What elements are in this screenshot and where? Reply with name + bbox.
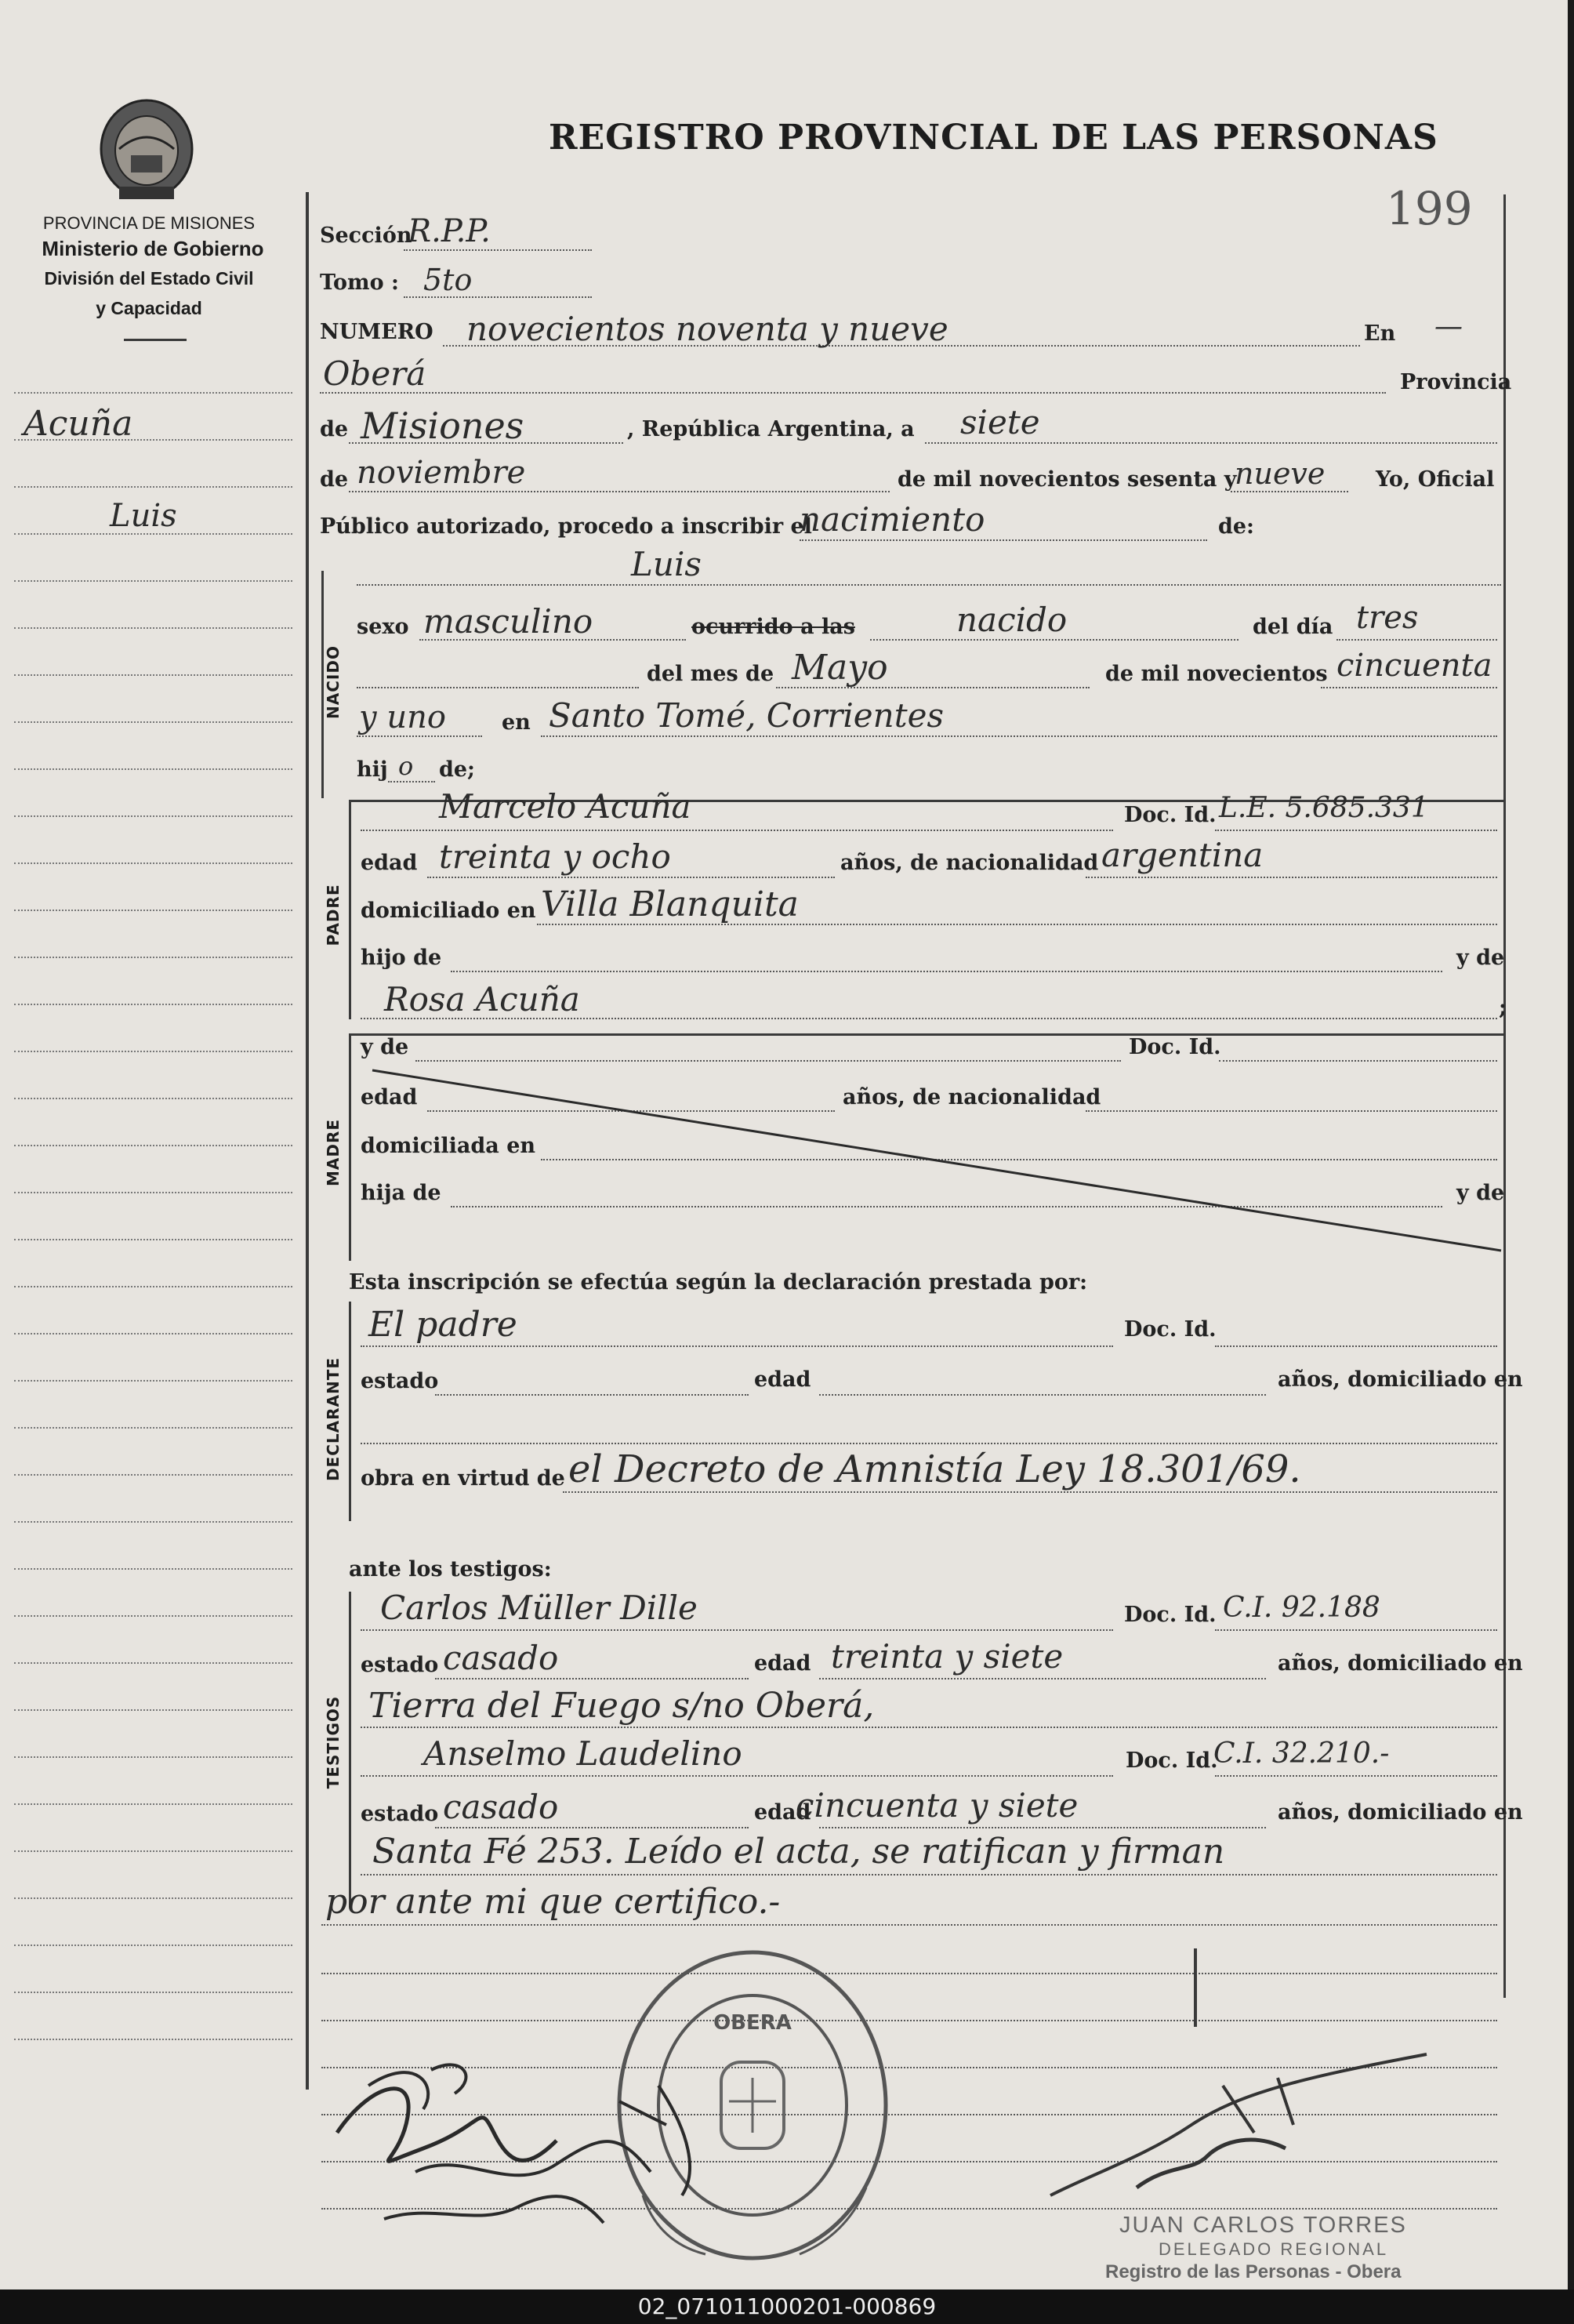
padre-doc-value: L.E. 5.685.331 [1219,792,1429,824]
lugar-value: Oberá [323,354,426,393]
obra-label: obra en virtud de [361,1466,565,1491]
lugar-nac-value: Santo Tomé, Corrientes [549,696,944,735]
de-semi-label: de; [439,757,476,782]
madre-dom-label: domiciliada en [361,1134,536,1158]
sexo-value: masculino [423,602,593,641]
signatures-left-icon [321,2039,760,2242]
tomo-label: Tomo : [320,271,399,295]
de-mil-label: de mil novecientos sesenta y [898,467,1237,492]
cierre-value: por ante mi que certifico.- [325,1882,781,1922]
testigo2-doc-value: C.I. 32.210.- [1213,1738,1390,1770]
section-declarante: DECLARANTE [324,1356,343,1482]
testigo2-estado-label: estado [361,1802,439,1826]
section-madre: MADRE [324,1118,343,1187]
testigo2-anos-label: años, domiciliado en [1278,1800,1523,1825]
testigo2-edad-value: cincuenta y siete [796,1786,1079,1825]
dia-nac-value: tres [1356,600,1419,636]
anio-nac-2-value: y uno [359,699,446,735]
left-margin-rule [306,192,309,2090]
section-testigos: TESTIGOS [324,1695,343,1789]
numero-value: novecientos noventa y nueve [466,310,948,348]
en-label: En [1364,321,1396,346]
de2-label: de [320,467,349,492]
official-name: JUAN CARLOS TORRES [1119,2213,1407,2238]
declarante-anos-label: años, domiciliado en [1278,1367,1523,1392]
sidebar-given-name: Luis [110,498,177,534]
publico-label: Público autorizado, procedo a inscribir el [320,514,812,539]
madre-doc-label: Doc. Id. [1129,1035,1221,1059]
section-padre: PADRE [324,884,343,946]
provincia-label: Provincia [1400,370,1512,394]
hij-label: hij [357,757,388,782]
division-label-2: y Capacidad [96,298,202,318]
testigo2-dom-value: Santa Fé 253. Leído el acta, se ratifican y firman [372,1832,1225,1872]
anio-nac-value: cincuenta [1336,648,1492,684]
de-colon-label: de: [1218,514,1255,539]
file-id-footer: 02_071011000201-000869 [0,2290,1574,2324]
padre-madre-value: Rosa Acuña [384,980,580,1019]
seal-top-text: OBERA [713,2011,792,2035]
signature-right-icon [1019,2039,1458,2211]
madre-edad-label: edad [361,1085,418,1109]
coat-of-arms-icon [96,94,198,204]
de-label: de [320,417,349,441]
provincia-value: Misiones [361,405,524,447]
seccion-label: Sección [320,223,412,248]
nombre-value: Luis [631,545,702,583]
hij-suffix: o [398,751,414,781]
testigo2-edad-label: edad [754,1800,811,1825]
pen-mark [1194,1948,1197,2027]
ministry-label: Ministerio de Gobierno [42,237,264,260]
testigo1-edad-value: treinta y siete [831,1637,1064,1676]
padre-edad-value: treinta y ocho [439,837,671,876]
republica-label: , República Argentina, a [627,417,915,441]
seccion-value: R.P.P. [408,213,491,249]
dia-value: siete [960,403,1040,441]
divider [124,339,187,341]
testigo1-doc-label: Doc. Id. [1124,1603,1217,1627]
del-dia-label: del día [1253,615,1333,639]
en2-label: en [502,710,531,735]
declarante-rule [349,1302,351,1521]
testigo2-doc-label: Doc. Id. [1126,1748,1218,1773]
de-mil2-label: de mil novecientos [1105,662,1328,686]
testigo1-nombre-value: Carlos Müller Dille [380,1589,698,1627]
declarante-estado-label: estado [361,1369,439,1393]
page-title: REGISTRO PROVINCIAL DE LAS PERSONAS [549,118,1438,158]
madre-anos-label: años, de nacionalidad [843,1085,1101,1109]
anio-value: nueve [1235,456,1326,491]
testigo1-anos-label: años, domiciliado en [1278,1651,1523,1676]
ante-testigos-label: ante los testigos: [349,1557,552,1581]
testigo1-dom-value: Tierra del Fuego s/no Oberá, [368,1686,875,1726]
padre-nombre-value: Marcelo Acuña [439,787,691,826]
testigo1-edad-label: edad [754,1651,811,1676]
province-label: PROVINCIA DE MISIONES [42,213,256,233]
mes-nac-value: Mayo [792,648,888,688]
nacido-value: nacido [956,601,1068,639]
declarante-value: El padre [368,1305,517,1345]
testigo2-nombre-value: Anselmo Laudelino [423,1734,742,1773]
mes-value: noviembre [357,455,526,491]
numero-label: NUMERO [320,320,433,344]
declarante-doc-label: Doc. Id. [1124,1317,1217,1342]
acto-value: nacimiento [800,500,985,539]
madre-hija-label: hija de [361,1181,441,1205]
del-mes-label: del mes de [647,662,774,686]
page-number: 199 [1386,182,1473,235]
padre-dom-value: Villa Blanquita [541,884,799,924]
testigos-rule [349,1592,351,1905]
testigo1-estado-value: casado [443,1639,559,1677]
declarante-edad-label: edad [754,1367,811,1392]
padre-dom-label: domiciliado en [361,899,536,923]
tomo-value: 5to [423,263,473,297]
padre-semicolon: ; [1499,996,1507,1020]
madre-yde2-label: y de [1456,1181,1505,1205]
madre-yde-label: y de [361,1035,409,1059]
yo-oficial-label: Yo, Oficial [1376,467,1495,492]
en-value: — [1434,310,1463,343]
sidebar-surname: Acuña [24,404,133,444]
madre-strike-line [349,1035,1509,1270]
padre-nac-value: argentina [1101,836,1264,874]
padre-doc-label: Doc. Id. [1124,803,1217,827]
testigo1-estado-label: estado [361,1653,439,1677]
official-office: Registro de las Personas - Obera [1105,2261,1402,2282]
padre-edad-label: edad [361,851,418,875]
obra-value: el Decreto de Amnistía Ley 18.301/69. [568,1447,1301,1491]
division-label: División del Estado Civil [44,268,254,289]
testigo2-estado-value: casado [443,1788,559,1826]
padre-yde-label: y de [1456,946,1505,970]
padre-rule [349,800,351,1019]
inscripcion-label: Esta inscripción se efectúa según la declaración prestada por: [349,1270,1088,1295]
ocurrido-label: ocurrido a las [691,615,855,639]
section-nacido: NACIDO [324,645,343,719]
sexo-label: sexo [357,615,409,639]
testigo1-doc-value: C.I. 92.188 [1223,1592,1380,1624]
padre-anos-label: años, de nacionalidad [840,851,1099,875]
padre-hijo-label: hijo de [361,946,442,970]
official-title: DELEGADO REGIONAL [1159,2239,1389,2259]
